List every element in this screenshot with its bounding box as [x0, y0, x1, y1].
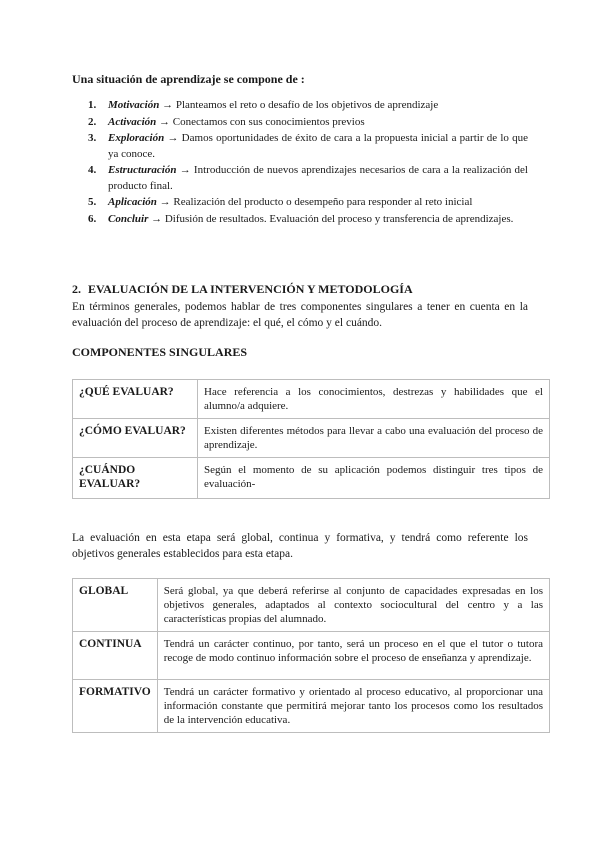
list-item — [88, 131, 528, 162]
step-keyword: Estructuración — [108, 164, 177, 176]
list-item — [88, 195, 528, 211]
step-keyword: Activación — [108, 115, 157, 128]
section-title-text: EVALUACIÓN DE LA INTERVENCIÓN Y METODOLOGÍA — [88, 282, 413, 296]
table-row — [73, 632, 550, 680]
list-item — [88, 98, 528, 114]
step-text: → Damos oportunidades de éxito de cara a la propuesta inicial a partir de lo que ya conoce. — [108, 132, 528, 160]
evaluation-table — [72, 578, 550, 733]
table-row — [73, 458, 550, 499]
table-cell-text: Hace referencia a los conocimientos, destrezas y habilidades que el alumno/a adquiere. — [198, 380, 550, 419]
step-number: 2. — [88, 115, 97, 128]
table-cell-label: FORMATIVO — [73, 680, 158, 733]
step-keyword: Concluir — [108, 212, 149, 225]
table-row — [73, 380, 550, 419]
evaluation-paragraph: La evaluación en esta etapa será global, continua y formativa, y tendrá como referente los objetivos generales establecidos para esta etapa. — [72, 532, 528, 560]
section-title — [72, 282, 413, 297]
list-item — [88, 163, 528, 194]
step-keyword: Exploración — [108, 132, 165, 144]
table-cell-label: ¿CUÁNDO EVALUAR? — [73, 458, 198, 499]
table-cell-text: Según el momento de su aplicación podemos distinguir tres tipos de evaluación- — [198, 458, 550, 499]
step-number: 1. — [88, 99, 97, 111]
table-cell-text: Será global, ya que deberá referirse al conjunto de capacidades expresadas en los objetivos generales, adaptados al contexto sociocultural del centro y a las características propias del alumnado. — [157, 579, 549, 632]
step-text: → Difusión de resultados. Evaluación del proceso y transferencia de aprendizajes. — [148, 212, 514, 225]
step-keyword: Motivación — [108, 99, 160, 111]
table-row — [73, 579, 550, 632]
step-number: 6. — [88, 212, 97, 225]
table-cell-label: CONTINUA — [73, 632, 158, 680]
step-text: → Realización del producto o desempeño para responder al reto inicial — [156, 196, 473, 208]
step-keyword: Aplicación — [108, 196, 157, 208]
section-paragraph: En términos generales, podemos hablar de tres componentes singulares a tener en cuenta en la evaluación del proceso de aprendizaje: el qué, el cómo y el cuándo. — [72, 301, 528, 329]
step-number: 3. — [88, 132, 97, 144]
table-cell-text: Tendrá un carácter formativo y orientado al proceso educativo, al proporcionar una información constante que permitirá mejorar tanto los procesos como los resultados de la intervención educativa. — [157, 680, 549, 733]
intro-heading: Una situación de aprendizaje se compone de : — [72, 72, 305, 86]
step-text: → Introducción de nuevos aprendizajes necesarios de cara a la realización del producto final. — [108, 164, 528, 192]
table-row — [73, 419, 550, 458]
table-cell-label: ¿CÓMO EVALUAR? — [73, 419, 198, 458]
steps-list — [88, 98, 528, 228]
table-cell-text: Existen diferentes métodos para llevar a cabo una evaluación del proceso de aprendizaje. — [198, 419, 550, 458]
section-number: 2. — [72, 282, 81, 296]
components-table — [72, 379, 550, 499]
step-text: → Planteamos el reto o desafío de los objetivos de aprendizaje — [159, 99, 439, 111]
step-number: 5. — [88, 196, 97, 208]
step-number: 4. — [88, 164, 97, 176]
table-cell-label: GLOBAL — [73, 579, 158, 632]
table-cell-text: Tendrá un carácter continuo, por tanto, será un proceso en el que el tutor o tutora recoge de modo continuo información sobre el proceso de enseñanza y aprendizaje. — [157, 632, 549, 680]
list-item — [88, 212, 528, 228]
step-text: → Conectamos con sus conocimientos previos — [156, 115, 365, 128]
table-cell-label: ¿QUÉ EVALUAR? — [73, 380, 198, 419]
list-item — [88, 115, 528, 131]
table-row — [73, 680, 550, 733]
components-heading: COMPONENTES SINGULARES — [72, 345, 248, 359]
